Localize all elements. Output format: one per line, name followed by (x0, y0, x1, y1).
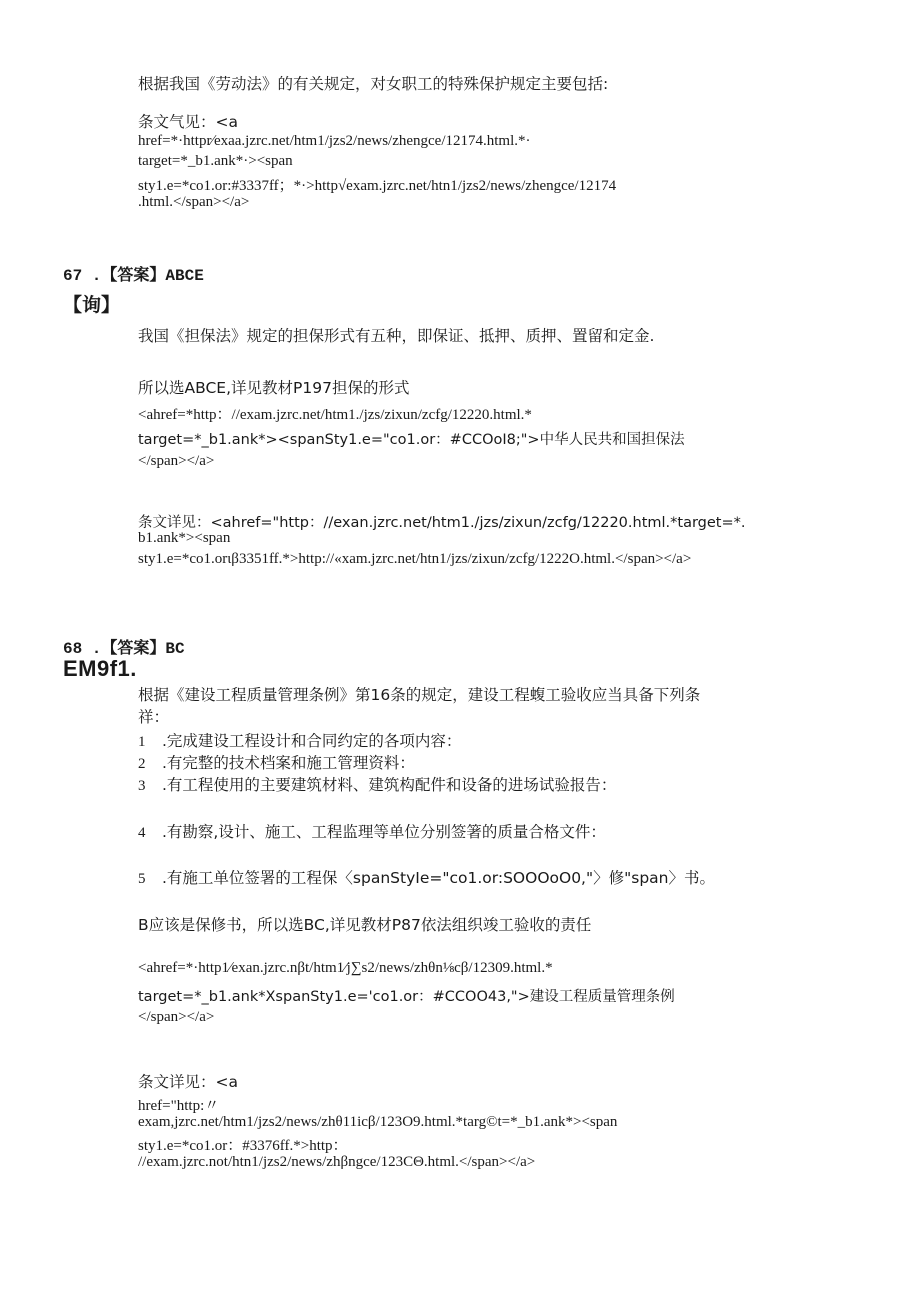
s66-ref-line: target=*_b1.ank*·><span (138, 153, 293, 169)
list-item-number: 1 (138, 734, 146, 750)
s68-ref-line: 条文详见：<a (138, 1073, 238, 1091)
s68-link-line: target=*_b1.ank*XspanSty1.e='co1.or：#CCOO43,">建设工程质量管理条例 (138, 989, 675, 1005)
s68-ref-line: exam,jzrc.net/htm1/jzs2/news/zhθ11icβ/123O9.html.*targ©t=*_b1.ank*><span (138, 1114, 618, 1130)
s66-ref-line: sty1.e=*co1.or:#3337ff；*·>http√exam.jzrc.net/htn1/jzs2/news/zhengce/12174 (138, 178, 617, 194)
list-item-number: 3 (138, 778, 146, 794)
list-item-number: 4 (138, 825, 146, 841)
s67-ref-line: 条文详见：<ahref="http：//exan.jzrc.net/htm1./jzs/zixun/zcfg/12220.html.*target=*. (138, 515, 746, 531)
s67-ref-line: b1.ank*><span (138, 530, 231, 546)
s68-explain-label: EM9f1. (63, 656, 137, 681)
s68-intro-line: 根据《建设工程质量管理条例》第16条的规定，建设工程蝮工验收应当具备下列条 (138, 686, 701, 704)
s67-link-line: </span></a> (138, 453, 215, 469)
s68-list-item (138, 751, 415, 773)
s68-answer-heading: 68 .【答案】BC (63, 640, 185, 658)
s66-intro: 根据我国《劳动法》的有关规定，对女职工的特殊保护规定主要包括: (138, 75, 609, 93)
s67-explain-label: 【询】 (63, 294, 121, 316)
s68-list-item (138, 820, 606, 842)
list-item-text: .完成建设工程设计和合同约定的各项内容： (162, 732, 462, 750)
list-item-text: .有勘察,设计、施工、工程监理等单位分别签箸的质量合格文件： (162, 823, 606, 841)
s66-ref-line: 条文气见：<a (138, 113, 238, 131)
s68-link-line: <ahref=*·http1∕exan.jzrc.nβt/htm1∕j∑s2/news/zhθn⅛cβ/12309.html.* (138, 960, 553, 976)
s67-link-line: target=*_b1.ank*><spanSty1.e="co1.or：#CCOoI8;">中华人民共和国担保法 (138, 432, 685, 448)
s68-choose-line: B应该是保修书，所以选BC,详见教材P87依法组织竣工验收的责任 (138, 916, 592, 934)
list-item-text: .有工程使用的主要建筑材料、建筑构配件和设备的进场试验报告： (162, 776, 617, 794)
s68-list-item (138, 729, 461, 751)
s67-choose-line: 所以选ABCE,详见教材P197担保的形式 (138, 379, 410, 397)
s68-list-item (138, 866, 715, 888)
s66-ref-line: .html.</span></a> (138, 194, 250, 210)
s68-link-line: </span></a> (138, 1009, 215, 1025)
s66-ref-line: href=*·httpr∕exaa.jzrc.net/htm1/jzs2/news/zhengce/12174.html.*· (138, 133, 531, 149)
s68-list-item (138, 773, 616, 795)
list-item-number: 2 (138, 756, 146, 772)
list-item-text: .有施工单位签署的工程保〈spanStyIe="co1.or:SOOOoO0,"〉修"span〉书。 (162, 869, 715, 887)
s68-ref-line: //exam.jzrc.not/htn1/jzs2/news/zhβngce/123CΘ.html.</span></a> (138, 1154, 536, 1170)
s67-ref-line: sty1.e=*co1.orιβ3351ff.*>http://«xam.jzrc.net/htn1/jzs/zixun/zcfg/1222O.html.</span></a> (138, 551, 692, 567)
s67-intro: 我国《担保法》规定的担保形式有五种，即保证、抵押、质押、置留和定金. (138, 327, 655, 345)
s68-ref-line: href="http:〃 (138, 1098, 220, 1114)
list-item-text: .有完整的技术档案和施工管理资料： (162, 754, 415, 772)
list-item-number: 5 (138, 871, 146, 887)
s68-ref-line: sty1.e=*co1.or：#3376ff.*>http： (138, 1138, 348, 1154)
s67-answer-heading: 67 .【答案】ABCE (63, 267, 204, 285)
s68-intro-line: 祥： (138, 708, 170, 726)
s67-link-line: <ahref=*http：//exam.jzrc.net/htm1./jzs/zixun/zcfg/12220.html.* (138, 407, 532, 423)
